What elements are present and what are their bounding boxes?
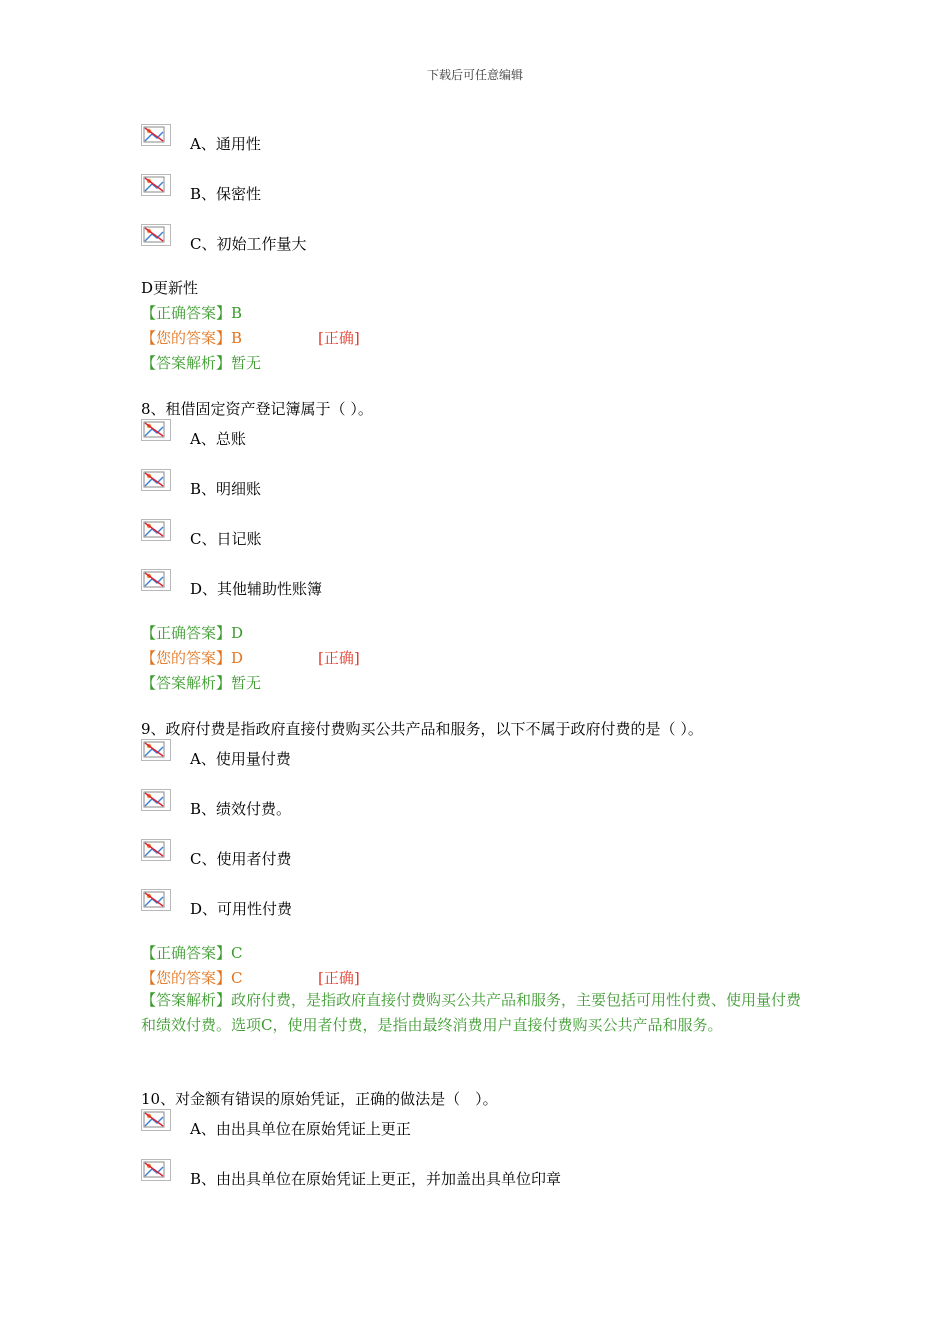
broken-image-icon [141, 889, 171, 911]
option-text: C、使用者付费 [190, 850, 292, 868]
option-d-text: D更新性 [141, 279, 199, 297]
option-row[interactable] [141, 1109, 841, 1139]
correct-answer: 【正确答案】C [141, 944, 243, 962]
your-answer [141, 327, 441, 348]
option-text: A、由出具单位在原始凭证上更正 [190, 1120, 411, 1138]
option-row[interactable] [141, 419, 841, 449]
option-row[interactable] [141, 569, 841, 599]
page-header: 下载后可任意编辑 [426, 68, 523, 82]
result-mark: [正确] [318, 649, 360, 667]
option-text: C、初始工作量大 [190, 235, 307, 253]
option-row[interactable] [141, 469, 841, 499]
question-title: 9、政府付费是指政府直接付费购买公共产品和服务，以下不属于政府付费的是（ ）。 [141, 720, 703, 738]
broken-image-icon [141, 839, 171, 861]
correct-answer: 【正确答案】D [141, 624, 244, 642]
broken-image-icon [141, 124, 171, 146]
option-text: D、可用性付费 [190, 900, 293, 918]
option-text: A、通用性 [190, 135, 261, 153]
broken-image-icon [141, 469, 171, 491]
question-title: 10、对金额有错误的原始凭证，正确的做法是（ ）。 [141, 1090, 498, 1108]
broken-image-icon [141, 739, 171, 761]
broken-image-icon [141, 569, 171, 591]
option-text: B、保密性 [190, 185, 262, 203]
option-row[interactable] [141, 519, 841, 549]
option-text: B、由出具单位在原始凭证上更正，并加盖出具单位印章 [190, 1170, 562, 1188]
broken-image-icon [141, 224, 171, 246]
answer-analysis: 【答案解析】政府付费，是指政府直接付费购买公共产品和服务，主要包括可用性付费、使用量付费和绩效付费。选项C，使用者付费，是指由最终消费用户直接付费购买公共产品和服务。 [141, 991, 802, 1034]
result-mark: [正确] [318, 969, 360, 987]
broken-image-icon [141, 789, 171, 811]
broken-image-icon [141, 419, 171, 441]
option-text: A、总账 [190, 430, 246, 448]
correct-answer: 【正确答案】B [141, 304, 243, 322]
option-text: C、日记账 [190, 530, 262, 548]
question-title: 8、租借固定资产登记簿属于（ ）。 [141, 400, 373, 418]
option-text: D、其他辅助性账簿 [190, 580, 323, 598]
broken-image-icon [141, 1159, 171, 1181]
option-row[interactable] [141, 839, 841, 869]
option-row[interactable] [141, 739, 841, 769]
option-text: A、使用量付费 [190, 750, 291, 768]
option-text: B、明细账 [190, 480, 262, 498]
your-answer: 【您的答案】C [141, 969, 243, 987]
option-row[interactable] [141, 174, 841, 204]
result-mark: [正确] [318, 329, 360, 347]
option-row[interactable] [141, 789, 841, 819]
your-answer: 【您的答案】D [141, 649, 244, 667]
your-answer-label: 【您的答案】B [141, 329, 243, 347]
option-row[interactable] [141, 224, 841, 254]
option-row[interactable] [141, 889, 841, 919]
option-text: B、绩效付费。 [190, 800, 292, 818]
broken-image-icon [141, 1109, 171, 1131]
broken-image-icon [141, 174, 171, 196]
answer-analysis: 【答案解析】暂无 [141, 674, 262, 692]
answer-analysis: 【答案解析】暂无 [141, 354, 262, 372]
option-row[interactable] [141, 1159, 841, 1189]
option-row[interactable] [141, 124, 841, 154]
broken-image-icon [141, 519, 171, 541]
